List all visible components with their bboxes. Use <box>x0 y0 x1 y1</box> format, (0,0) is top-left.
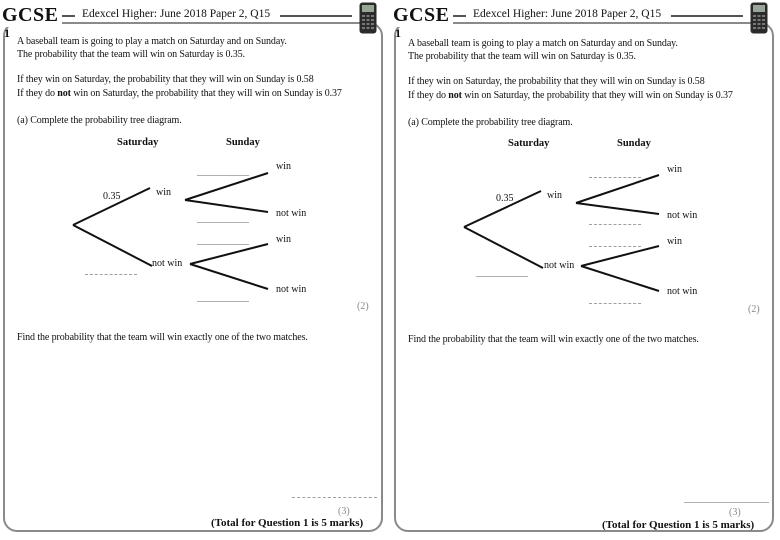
marks-part-a: (2) <box>357 301 369 312</box>
intro-line-1: A baseball team is going to play a match on Saturday and on Sunday. <box>408 38 678 49</box>
outcome-sat-notwin: not win <box>152 258 183 269</box>
worksheet-panel-left <box>0 0 388 540</box>
header-saturday: Saturday <box>117 137 159 148</box>
outcome-sun-notwin-1: not win <box>667 210 698 221</box>
branch-sun-notwin-2 <box>581 266 659 291</box>
header-sunday: Sunday <box>617 138 651 149</box>
branch-sat-notwin <box>73 225 152 266</box>
part-a-prompt: (a) Complete the probability tree diagram. <box>408 117 573 128</box>
total-marks: (Total for Question 1 is 5 marks) <box>211 517 364 529</box>
outcome-sun-notwin-2: not win <box>276 284 307 295</box>
answer-blank-sun-notwin-2[interactable] <box>589 303 641 304</box>
outcome-sat-win: win <box>547 190 562 201</box>
question-number: 1 <box>395 26 401 40</box>
marks-part-b: (3) <box>729 507 741 518</box>
answer-blank-sun-notwin-1[interactable] <box>197 222 249 223</box>
condition-line-2: If they do not win on Saturday, the probability that they will win on Sunday is 0.37 <box>17 88 342 99</box>
gcse-logo: GCSE <box>393 4 453 27</box>
probability-tree <box>391 0 779 540</box>
branch-sun-notwin-2 <box>190 264 268 289</box>
intro-line-1: A baseball team is going to play a match on Saturday and on Sunday. <box>17 36 287 47</box>
outcome-sun-win-2: win <box>276 234 291 245</box>
intro-line-2: The probability that the team will win on Saturday is 0.35. <box>408 51 636 62</box>
final-answer-line[interactable] <box>684 502 769 503</box>
answer-blank-sat-notwin[interactable] <box>85 274 137 275</box>
part-b-prompt: Find the probability that the team will win exactly one of the two matches. <box>17 332 308 343</box>
outcome-sun-notwin-1: not win <box>276 208 307 219</box>
outcome-sun-win-1: win <box>276 161 291 172</box>
branch-sun-notwin-1 <box>185 200 268 212</box>
header-saturday: Saturday <box>508 138 550 149</box>
source-title: Edexcel Higher: June 2018 Paper 2, Q15 <box>469 8 665 20</box>
outcome-sat-notwin: not win <box>544 260 575 271</box>
branch-sun-win-2 <box>190 244 268 264</box>
condition-line-1: If they win on Saturday, the probability that they will win on Sunday is 0.58 <box>408 76 705 87</box>
header-sunday: Sunday <box>226 137 260 148</box>
intro-line-2: The probability that the team will win on Saturday is 0.35. <box>17 49 245 60</box>
question-number: 1 <box>4 26 10 40</box>
answer-blank-sun-win-1[interactable] <box>589 177 641 178</box>
answer-blank-sat-notwin[interactable] <box>476 276 528 277</box>
branch-sun-notwin-1 <box>576 203 659 214</box>
outcome-sun-notwin-2: not win <box>667 286 698 297</box>
final-answer-line[interactable] <box>292 497 377 498</box>
branch-sun-win-1 <box>185 173 268 200</box>
answer-blank-sun-notwin-1[interactable] <box>589 224 641 225</box>
probability-tree <box>0 0 388 540</box>
answer-blank-sun-win-1[interactable] <box>197 175 249 176</box>
gcse-logo: GCSE <box>2 4 62 27</box>
answer-blank-sun-notwin-2[interactable] <box>197 301 249 302</box>
marks-part-a: (2) <box>748 304 760 315</box>
answer-blank-sun-win-2[interactable] <box>589 246 641 247</box>
part-b-prompt: Find the probability that the team will win exactly one of the two matches. <box>408 334 699 345</box>
source-title: Edexcel Higher: June 2018 Paper 2, Q15 <box>78 8 274 20</box>
branch-sun-win-1 <box>576 175 659 203</box>
worksheet-panel-right <box>391 0 779 540</box>
outcome-sat-win: win <box>156 187 171 198</box>
branch-sat-notwin <box>464 227 543 268</box>
given-probability: 0.35 <box>496 193 514 204</box>
branch-sun-win-2 <box>581 246 659 266</box>
part-a-prompt: (a) Complete the probability tree diagram. <box>17 115 182 126</box>
marks-part-b: (3) <box>338 506 350 517</box>
condition-line-2: If they do not win on Saturday, the probability that they will win on Sunday is 0.37 <box>408 90 733 101</box>
total-marks: (Total for Question 1 is 5 marks) <box>602 519 755 531</box>
outcome-sun-win-2: win <box>667 236 682 247</box>
condition-line-1: If they win on Saturday, the probability that they will win on Sunday is 0.58 <box>17 74 314 85</box>
given-probability: 0.35 <box>103 191 121 202</box>
answer-blank-sun-win-2[interactable] <box>197 244 249 245</box>
outcome-sun-win-1: win <box>667 164 682 175</box>
